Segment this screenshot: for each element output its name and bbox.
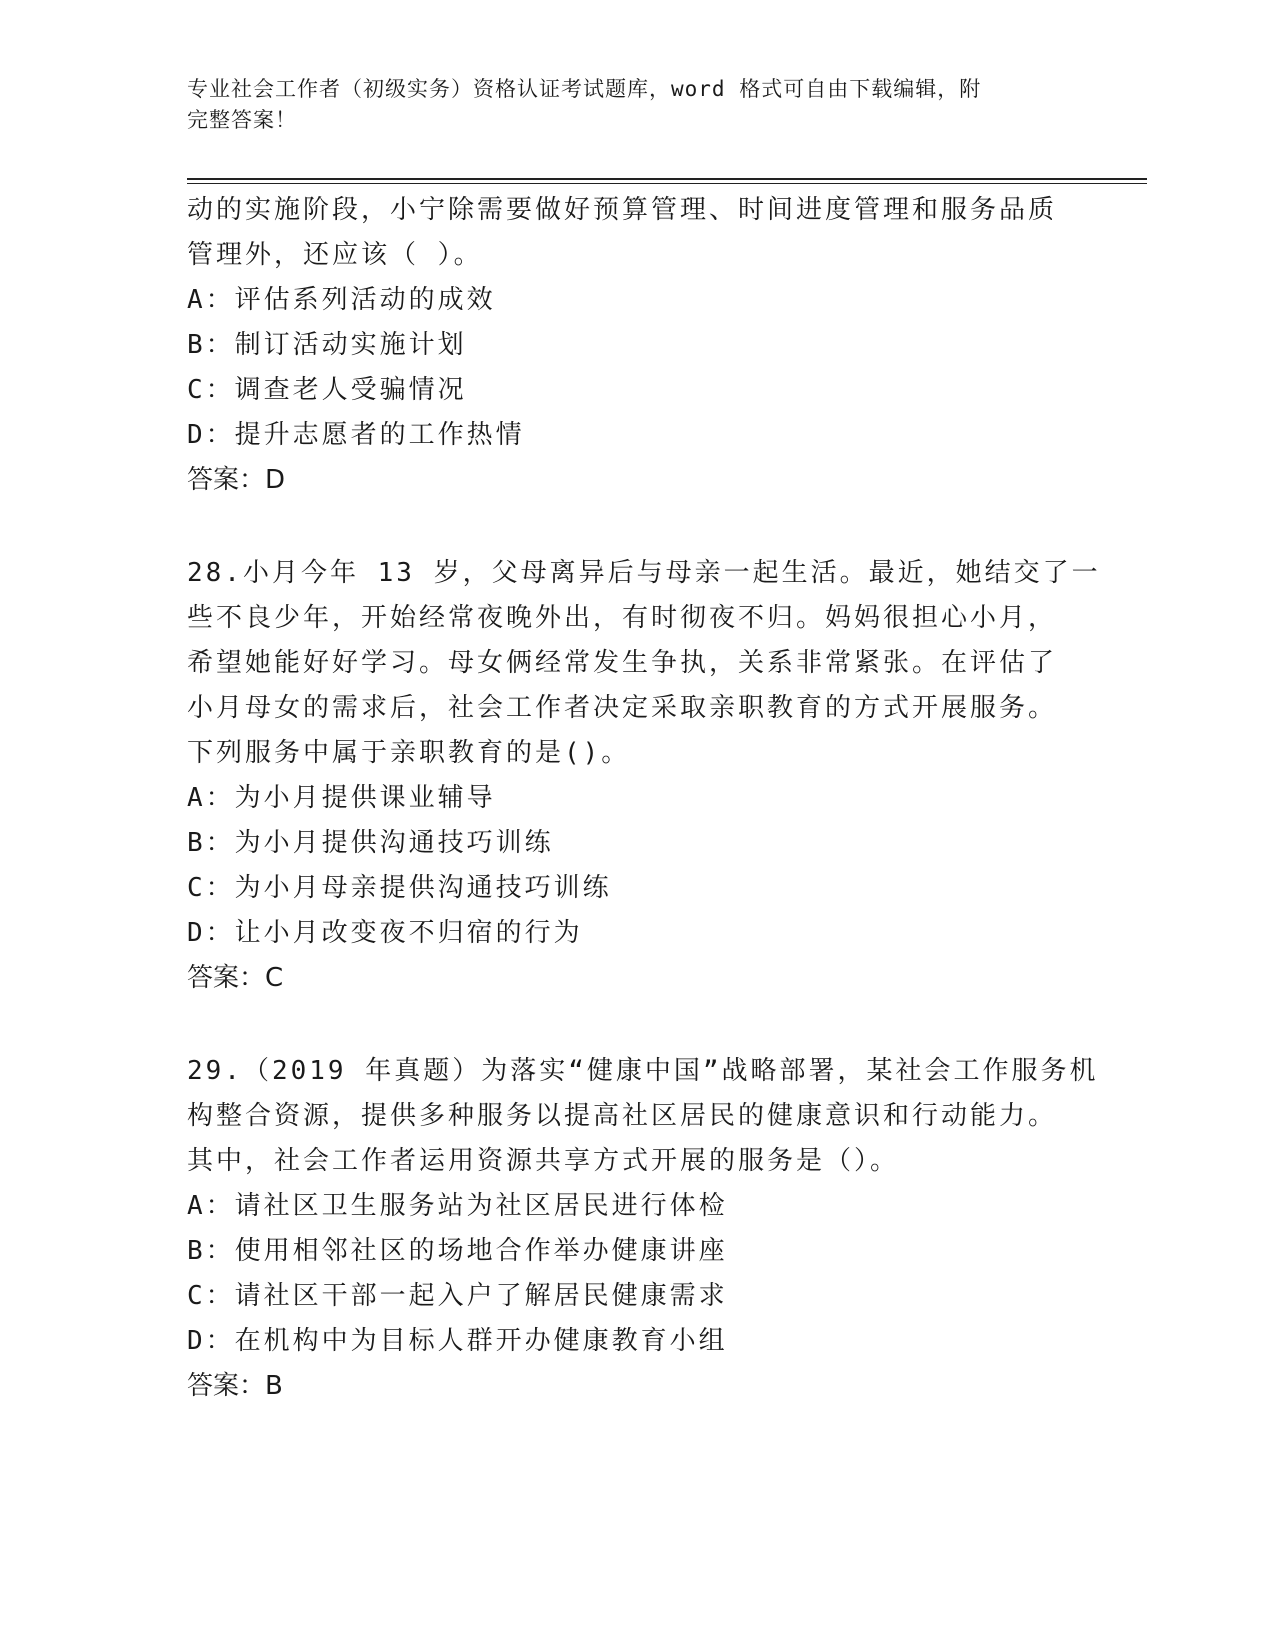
option-c: C：调查老人受骗情况 [187, 375, 467, 405]
option-a: A：评估系列活动的成效 [187, 285, 496, 315]
answer: 答案：C [187, 963, 284, 993]
header-divider-thin [187, 183, 1147, 184]
option-c: C：为小月母亲提供沟通技巧训练 [187, 873, 612, 903]
header-line-2: 完整答案！ [187, 108, 297, 132]
question-stem-line: 些不良少年，开始经常夜晚外出，有时彻夜不归。妈妈很担心小月， [187, 603, 1058, 633]
answer: 答案：D [187, 465, 286, 495]
option-d: D：在机构中为目标人群开办健康教育小组 [187, 1326, 728, 1356]
option-b: B：使用相邻社区的场地合作举办健康讲座 [187, 1236, 728, 1266]
option-a: A：请社区卫生服务站为社区居民进行体检 [187, 1191, 728, 1221]
question-29 [187, 1049, 1099, 1409]
option-a: A：为小月提供课业辅导 [187, 783, 496, 813]
header-divider [187, 178, 1147, 180]
question-stem-line: 动的实施阶段，小宁除需要做好预算管理、时间进度管理和服务品质 [187, 195, 1058, 225]
answer: 答案：B [187, 1371, 283, 1401]
question-list [187, 188, 1101, 1409]
option-d: D：提升志愿者的工作热情 [187, 420, 525, 450]
option-d: D：让小月改变夜不归宿的行为 [187, 918, 583, 948]
question-stem-line: 其中，社会工作者运用资源共享方式开展的服务是（）。 [187, 1146, 900, 1176]
question-stem-line: 希望她能好好学习。母女俩经常发生争执，关系非常紧张。在评估了 [187, 648, 1058, 678]
question-27 [187, 188, 1067, 503]
question-stem-line: 小月母女的需求后，社会工作者决定采取亲职教育的方式开展服务。 [187, 693, 1058, 723]
question-stem-line: 29.（2019 年真题）为落实“健康中国”战略部署，某社会工作服务机 [187, 1056, 1099, 1086]
question-28 [187, 551, 1101, 1001]
page-header [187, 74, 1067, 136]
option-b: B：为小月提供沟通技巧训练 [187, 828, 554, 858]
option-c: C：请社区干部一起入户了解居民健康需求 [187, 1281, 728, 1311]
option-b: B：制订活动实施计划 [187, 330, 467, 360]
header-line-1: 专业社会工作者（初级实务）资格认证考试题库，word 格式可自由下载编辑，附 [187, 77, 982, 101]
question-stem-line: 28.小月今年 13 岁，父母离异后与母亲一起生活。最近，她结交了一 [187, 558, 1101, 588]
question-stem-line: 构整合资源，提供多种服务以提高社区居民的健康意识和行动能力。 [187, 1101, 1058, 1131]
question-stem-line: 管理外，还应该（ ）。 [187, 240, 483, 270]
question-stem-line: 下列服务中属于亲职教育的是()。 [187, 738, 631, 768]
